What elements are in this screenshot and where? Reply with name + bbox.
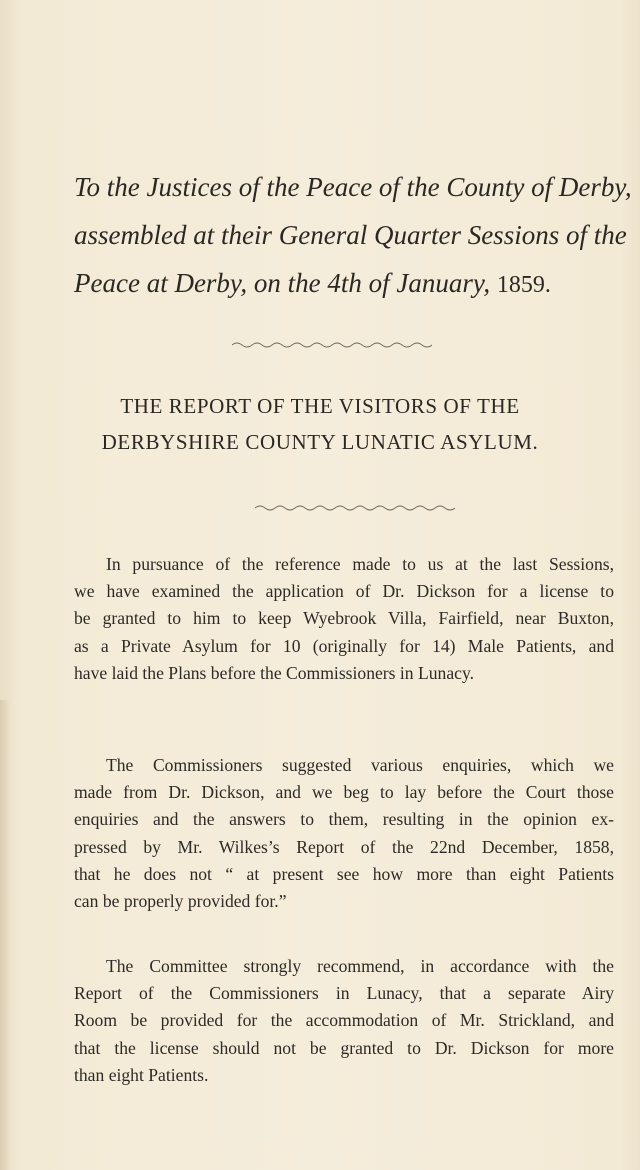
heading-line-3 [74, 259, 614, 309]
paragraph-line: be granted to him to keep Wyebrook Villa, Fairfield, near Buxton, [74, 608, 614, 629]
paragraph-line: In pursuance of the reference made to us at the last Sessions, [106, 554, 614, 574]
paragraph-line: can be properly provided for.” [74, 891, 287, 912]
address-heading [74, 163, 632, 309]
paragraph-line: The Commissioners suggested various enquiries, which we [106, 755, 614, 775]
paragraph-line: that the license should not be granted to Dr. Dickson for more [74, 1037, 614, 1058]
paragraph-line: we have examined the application of Dr. Dickson for a license to [74, 581, 614, 602]
paragraph-line: pressed by Mr. Wilkes’s Report of the 22nd December, 1858, [74, 836, 614, 857]
heading-line-1: To the Justices of the Peace of the County of Derby, [74, 172, 632, 202]
paragraph-line: enquiries and the answers to them, resulting in the opinion ex- [74, 809, 614, 830]
paragraph-1 [74, 551, 614, 687]
ornamental-rule-top [232, 340, 432, 350]
page-spine-shadow [0, 700, 10, 1170]
report-title [40, 388, 600, 460]
heading-year: 1859. [496, 272, 551, 298]
paragraph-line: made from Dr. Dickson, and we beg to lay before the Court those [74, 782, 614, 803]
heading-line-3-text: Peace at Derby, on the 4th of January, [74, 268, 491, 298]
paragraph-line: have laid the Plans before the Commissioners in Lunacy. [74, 662, 474, 683]
title-line-2: DERBYSHIRE COUNTY LUNATIC ASYLUM. [101, 430, 539, 454]
paragraph-line: Report of the Commissioners in Lunacy, that a separate Airy [74, 983, 614, 1004]
paragraph-3 [74, 953, 614, 1089]
title-line-1: THE REPORT OF THE VISITORS OF THE [120, 394, 520, 418]
ornamental-rule-bottom [255, 503, 455, 513]
paragraph-line: as a Private Asylum for 10 (originally for 14) Male Patients, and [74, 635, 614, 656]
paragraph-2 [74, 752, 614, 915]
paragraph-line: than eight Patients. [74, 1064, 209, 1085]
paragraph-line: Room be provided for the accommodation of Mr. Strickland, and [74, 1010, 614, 1031]
heading-line-2: assembled at their General Quarter Sessions of the [74, 220, 627, 250]
paragraph-line: The Committee strongly recommend, in accordance with the [106, 956, 614, 976]
paragraph-line: that he does not “ at present see how more than eight Patients [74, 863, 614, 884]
